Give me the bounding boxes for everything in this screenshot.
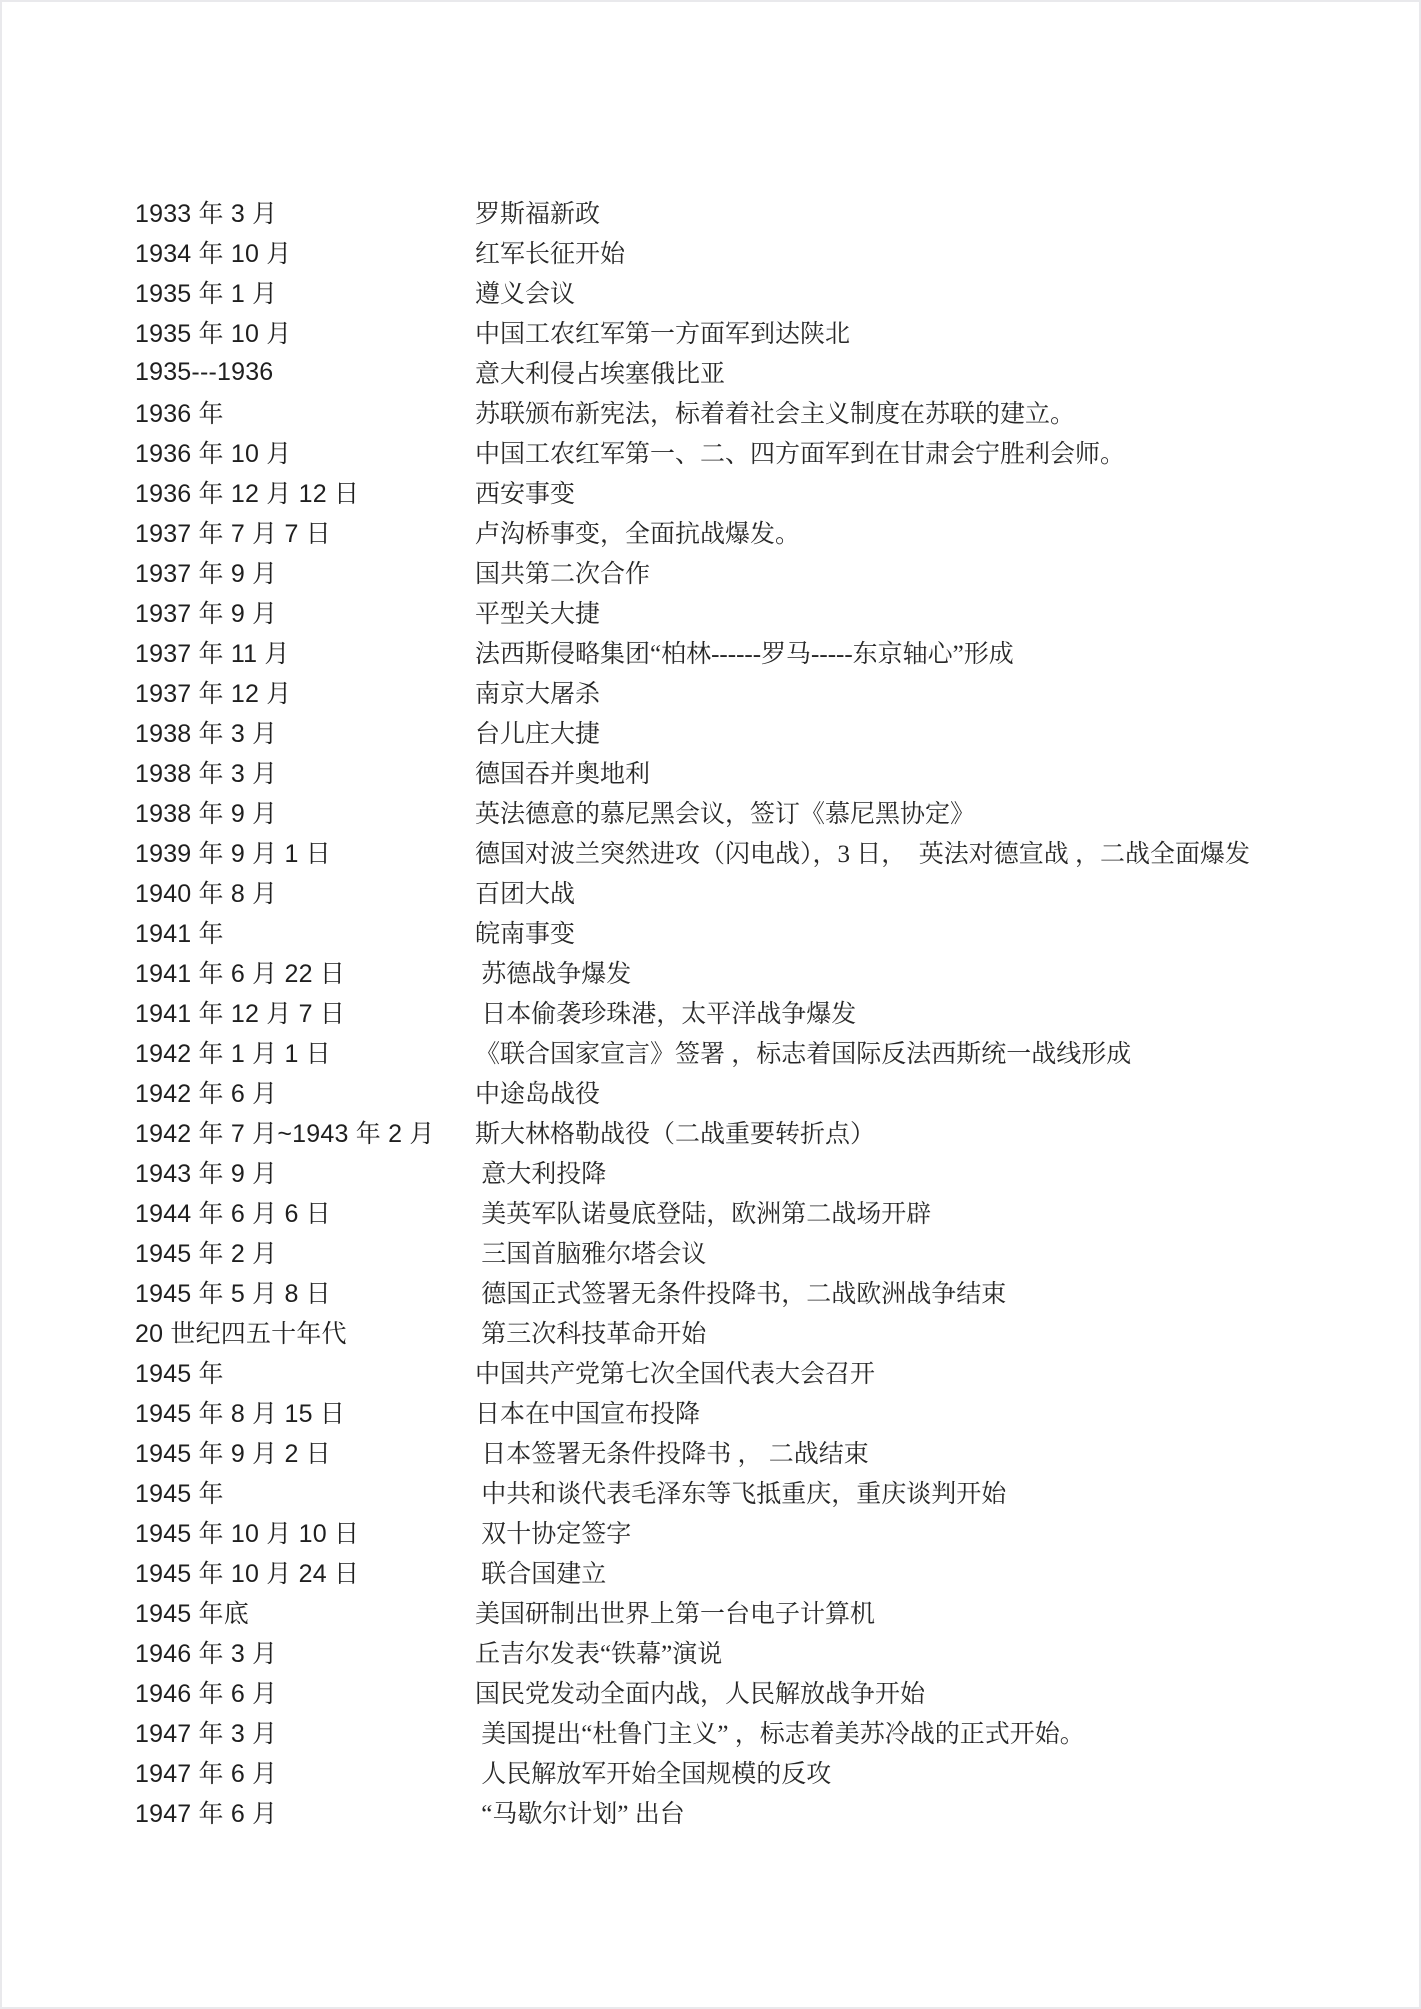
- event-label: 《联合国家宣言》签署 ，标志着国际反法西斯统一战线形成: [475, 1041, 1132, 1068]
- timeline-row: [2, 1112, 1419, 1152]
- event-label: 南京大屠杀: [475, 681, 601, 708]
- event-label: 美英军队诺曼底登陆，欧洲第二战场开辟: [475, 1201, 932, 1228]
- date-label: 20 世纪四五十年代: [135, 1320, 347, 1348]
- timeline-row: [2, 1312, 1419, 1352]
- date-label: 1935---1936: [135, 357, 274, 386]
- timeline-row: [2, 512, 1419, 552]
- date-label: 1938 年 9 月: [135, 800, 278, 828]
- timeline-row: [2, 792, 1419, 832]
- timeline-row: [2, 432, 1419, 472]
- timeline-row: [2, 1392, 1419, 1432]
- event-label: 台儿庄大捷: [475, 721, 601, 748]
- timeline-row: [2, 1432, 1419, 1472]
- event-label: 人民解放军开始全国规模的反攻: [475, 1761, 832, 1788]
- date-label: 1941 年 6 月 22 日: [135, 960, 346, 988]
- date-label: 1935 年 10 月: [135, 320, 292, 348]
- event-label: 意大利投降: [475, 1161, 607, 1188]
- timeline-row: [2, 312, 1419, 352]
- timeline-row: [2, 752, 1419, 792]
- date-label: 1945 年: [135, 1480, 224, 1508]
- timeline-row: [2, 1472, 1419, 1512]
- date-label: 1936 年: [135, 400, 224, 428]
- event-label: 平型关大捷: [475, 601, 601, 628]
- event-label: 红军长征开始: [475, 241, 626, 268]
- timeline-row: [2, 1032, 1419, 1072]
- timeline-row: [2, 1552, 1419, 1592]
- event-label: 德国对波兰突然进攻（闪电战），3 日， 英法对德宣战 ，二战全面爆发: [475, 841, 1251, 868]
- event-label: 中国共产党第七次全国代表大会召开: [475, 1361, 876, 1388]
- date-label: 1937 年 11 月: [135, 640, 290, 668]
- timeline-row: [2, 1072, 1419, 1112]
- timeline-row: [2, 552, 1419, 592]
- event-label: 中国工农红军第一方面军到达陕北: [475, 321, 851, 348]
- timeline-list: [2, 192, 1419, 1832]
- timeline-row: [2, 1272, 1419, 1312]
- event-label: 皖南事变: [475, 921, 576, 948]
- event-label: 遵义会议: [475, 281, 576, 308]
- event-label: 法西斯侵略集团“柏林------罗马-----东京轴心”形成: [475, 641, 1014, 668]
- event-label: 日本在中国宣布投降: [475, 1401, 701, 1428]
- date-label: 1936 年 12 月 12 日: [135, 480, 360, 508]
- date-label: 1941 年: [135, 920, 224, 948]
- date-label: 1937 年 9 月: [135, 600, 278, 628]
- event-label: 国共第二次合作: [475, 561, 651, 588]
- date-label: 1937 年 7 月 7 日: [135, 520, 331, 548]
- event-label: 中途岛战役: [475, 1081, 601, 1108]
- event-label: 德国吞并奥地利: [475, 761, 651, 788]
- event-label: 中共和谈代表毛泽东等飞抵重庆，重庆谈判开始: [475, 1481, 1007, 1508]
- event-label: 美国研制出世界上第一台电子计算机: [475, 1601, 876, 1628]
- timeline-row: [2, 192, 1419, 232]
- timeline-row: [2, 832, 1419, 872]
- date-label: 1946 年 3 月: [135, 1640, 278, 1668]
- date-label: 1933 年 3 月: [135, 200, 278, 228]
- event-label: 美国提出“杜鲁门主义” ，标志着美苏冷战的正式开始。: [475, 1721, 1085, 1748]
- event-label: 意大利侵占埃塞俄比亚: [475, 361, 726, 388]
- timeline-row: [2, 352, 1419, 392]
- date-label: 1945 年 5 月 8 日: [135, 1280, 331, 1308]
- date-label: 1943 年 9 月: [135, 1160, 278, 1188]
- date-label: 1938 年 3 月: [135, 720, 278, 748]
- timeline-row: [2, 1232, 1419, 1272]
- event-label: 丘吉尔发表“铁幕”演说: [475, 1641, 723, 1668]
- date-label: 1942 年 1 月 1 日: [135, 1040, 331, 1068]
- timeline-row: [2, 1632, 1419, 1672]
- timeline-row: [2, 872, 1419, 912]
- date-label: 1945 年 9 月 2 日: [135, 1440, 331, 1468]
- event-label: “马歇尔计划” 出台: [475, 1801, 685, 1828]
- event-label: 日本偷袭珍珠港，太平洋战争爆发: [475, 1001, 857, 1028]
- event-label: 双十协定签字: [475, 1521, 632, 1548]
- event-label: 西安事变: [475, 481, 576, 508]
- date-label: 1939 年 9 月 1 日: [135, 840, 331, 868]
- timeline-row: [2, 1512, 1419, 1552]
- date-label: 1945 年底: [135, 1600, 249, 1628]
- event-label: 日本签署无条件投降书 ， 二战结束: [475, 1441, 869, 1468]
- timeline-row: [2, 1752, 1419, 1792]
- date-label: 1947 年 6 月: [135, 1760, 278, 1788]
- timeline-row: [2, 1152, 1419, 1192]
- date-label: 1937 年 12 月: [135, 680, 292, 708]
- timeline-row: [2, 232, 1419, 272]
- date-label: 1935 年 1 月: [135, 280, 278, 308]
- date-label: 1942 年 7 月~1943 年 2 月: [135, 1120, 435, 1148]
- timeline-row: [2, 592, 1419, 632]
- date-label: 1947 年 3 月: [135, 1720, 278, 1748]
- date-label: 1945 年 2 月: [135, 1240, 278, 1268]
- event-label: 百团大战: [475, 881, 576, 908]
- event-label: 苏联颁布新宪法，标着着社会主义制度在苏联的建立。: [475, 401, 1076, 428]
- date-label: 1947 年 6 月: [135, 1800, 278, 1828]
- date-label: 1945 年: [135, 1360, 224, 1388]
- event-label: 德国正式签署无条件投降书，二战欧洲战争结束: [475, 1281, 1007, 1308]
- date-label: 1936 年 10 月: [135, 440, 292, 468]
- date-label: 1940 年 8 月: [135, 880, 278, 908]
- timeline-row: [2, 672, 1419, 712]
- event-label: 苏德战争爆发: [475, 961, 632, 988]
- timeline-row: [2, 392, 1419, 432]
- event-label: 卢沟桥事变，全面抗战爆发。: [475, 521, 801, 548]
- date-label: 1945 年 8 月 15 日: [135, 1400, 346, 1428]
- date-label: 1944 年 6 月 6 日: [135, 1200, 331, 1228]
- event-label: 国民党发动全面内战，人民解放战争开始: [475, 1681, 926, 1708]
- timeline-row: [2, 912, 1419, 952]
- timeline-row: [2, 1712, 1419, 1752]
- date-label: 1946 年 6 月: [135, 1680, 278, 1708]
- event-label: 三国首脑雅尔塔会议: [475, 1241, 707, 1268]
- timeline-row: [2, 952, 1419, 992]
- event-label: 罗斯福新政: [475, 201, 601, 228]
- timeline-row: [2, 1352, 1419, 1392]
- event-label: 第三次科技革命开始: [475, 1321, 707, 1348]
- timeline-row: [2, 632, 1419, 672]
- event-label: 英法德意的慕尼黑会议，签订《慕尼黑协定》: [475, 801, 976, 828]
- date-label: 1945 年 10 月 24 日: [135, 1560, 360, 1588]
- date-label: 1938 年 3 月: [135, 760, 278, 788]
- timeline-row: [2, 272, 1419, 312]
- event-label: 斯大林格勒战役（二战重要转折点）: [475, 1121, 876, 1148]
- timeline-row: [2, 1192, 1419, 1232]
- timeline-row: [2, 1592, 1419, 1632]
- timeline-row: [2, 1672, 1419, 1712]
- timeline-row: [2, 472, 1419, 512]
- date-label: 1945 年 10 月 10 日: [135, 1520, 360, 1548]
- timeline-row: [2, 1792, 1419, 1832]
- timeline-row: [2, 992, 1419, 1032]
- date-label: 1937 年 9 月: [135, 560, 278, 588]
- date-label: 1941 年 12 月 7 日: [135, 1000, 346, 1028]
- date-label: 1934 年 10 月: [135, 240, 292, 268]
- timeline-row: [2, 712, 1419, 752]
- event-label: 联合国建立: [475, 1561, 607, 1588]
- date-label: 1942 年 6 月: [135, 1080, 278, 1108]
- event-label: 中国工农红军第一、二、四方面军到在甘肃会宁胜利会师。: [475, 441, 1126, 468]
